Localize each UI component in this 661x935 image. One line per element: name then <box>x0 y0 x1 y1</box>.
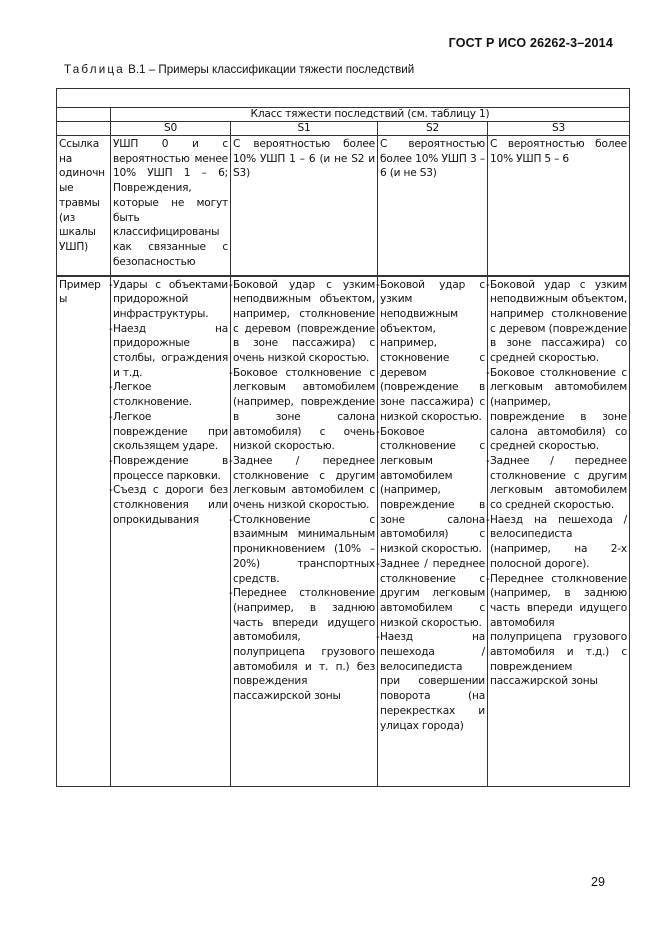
caption-title: B.1 – Примеры классификации тяжести последствий <box>124 63 415 76</box>
example-item: - Заднее / переднее столкновение с другим легковым автомобилем с низкой скоростью. <box>380 557 485 631</box>
example-item: - Боковое столкновение с легковым автомобилем (например, повреждение в зоне салона автомобиля) с очень низкой скоростью. <box>233 366 375 454</box>
class-header-cell: Класс тяжести последствий (см. таблицу 1) <box>111 108 630 122</box>
reference-cell-s2: С вероятностью более 10% УШП 3 – 6 (и не S3) <box>378 136 488 276</box>
class-s3-header: S3 <box>488 122 630 136</box>
reference-cell-s1: С вероятностью более 10% УШП 1 – 6 (и не S2 и S3) <box>231 136 378 276</box>
example-item: - Повреждение в процессе парковки. <box>113 454 228 483</box>
example-item: - Боковой удар с узким неподвижным объектом, например столкновение с деревом (повреждение в зоне пассажира) со средней скоростью. <box>490 278 627 366</box>
example-item: - Боковое столкновение с легковым автомобилем (например, повреждение в зоне салона автомобиля) со средней скоростью. <box>490 366 627 454</box>
table-corner-cell <box>57 108 111 122</box>
class-s0-header: S0 <box>111 122 231 136</box>
example-item: - Съезд с дороги без столкновения или опрокидывания <box>113 483 228 527</box>
reference-row-label: Ссылка на одиночные травмы (из шкалы УШП) <box>57 136 111 276</box>
example-item: - Удары с объектами придорожной инфраструктуры. <box>113 278 228 322</box>
example-item: - Боковой удар с узким неподвижным объектом, например, столкновение с деревом (повреждение в зоне пассажира) с очень низкой скоростью. <box>233 278 375 366</box>
table-blank-top-row <box>57 89 630 108</box>
examples-row <box>57 276 630 787</box>
class-s1-header: S1 <box>231 122 378 136</box>
examples-row-label: Примеры <box>57 276 111 787</box>
example-item: - Наезд на придорожные столбы, ограждения и т.д. <box>113 322 228 381</box>
example-item: - Переднее столкновение (например, в заднюю часть впереди идущего автомобиля, полуприцепа грузового автомобиля и т. п.) без повреждения пассажирской зоны <box>233 586 375 704</box>
examples-cell-s2 <box>378 276 488 787</box>
example-item: - Переднее столкновение (например, в заднюю часть впереди идущего автомобиля полуприцепа грузового автомобиля и т.д.) с повреждением пассажирской зоны <box>490 572 627 690</box>
examples-cell-s1 <box>231 276 378 787</box>
example-item: - Легкое повреждение при скользящем ударе. <box>113 410 228 454</box>
reference-cell-s3: С вероятностью более 10% УШП 5 – 6 <box>488 136 630 276</box>
example-item: - Заднее / переднее столкновение с другим легковым автомобилем с очень низкой скоростью. <box>233 454 375 513</box>
reference-cell-s0: УШП 0 и с вероятностью менее 10% УШП 1 – 6; Повреждения, которые не могут быть классифицированы как связанные с безопасностью <box>111 136 231 276</box>
example-item: - Боковой удар с узким неподвижным объектом, например, стокновение с деревом (повреждение в зоне пассажира) с низкой скоростью. <box>380 278 485 425</box>
example-item: - Легкое столкновение. <box>113 380 228 409</box>
example-item: - Боковое столкновение с легковым автомобилем (например, повреждение в зоне салона автомобиля) с низкой скоростью. <box>380 425 485 557</box>
table-caption <box>64 63 414 76</box>
example-item: - Заднее / переднее столкновение с другим легковым автомобилем со средней скоростью. <box>490 454 627 513</box>
severity-classification-table <box>56 88 630 787</box>
table-class-header-row <box>57 108 630 122</box>
table-corner-cell <box>57 122 111 136</box>
examples-cell-s0 <box>111 276 231 787</box>
example-item: - Наезд на пешехода / велосипедиста при совершении поворота (на перекрестках и улицах города) <box>380 630 485 733</box>
document-standard-header: ГОСТ Р ИСО 26262-3–2014 <box>448 36 613 50</box>
page-number: 29 <box>591 875 605 889</box>
table-blank-cell <box>57 89 630 108</box>
class-s2-header: S2 <box>378 122 488 136</box>
table-classes-row <box>57 122 630 136</box>
example-item: - Наезд на пешехода / велосипедиста (например, на 2-х полосной дороге). <box>490 513 627 572</box>
caption-label: Таблица <box>64 63 125 76</box>
example-item: - Столкновение с взаимным минимальным проникновением (10% – 20%) транспортных средств. <box>233 513 375 587</box>
examples-cell-s3 <box>488 276 630 787</box>
reference-row <box>57 136 630 276</box>
